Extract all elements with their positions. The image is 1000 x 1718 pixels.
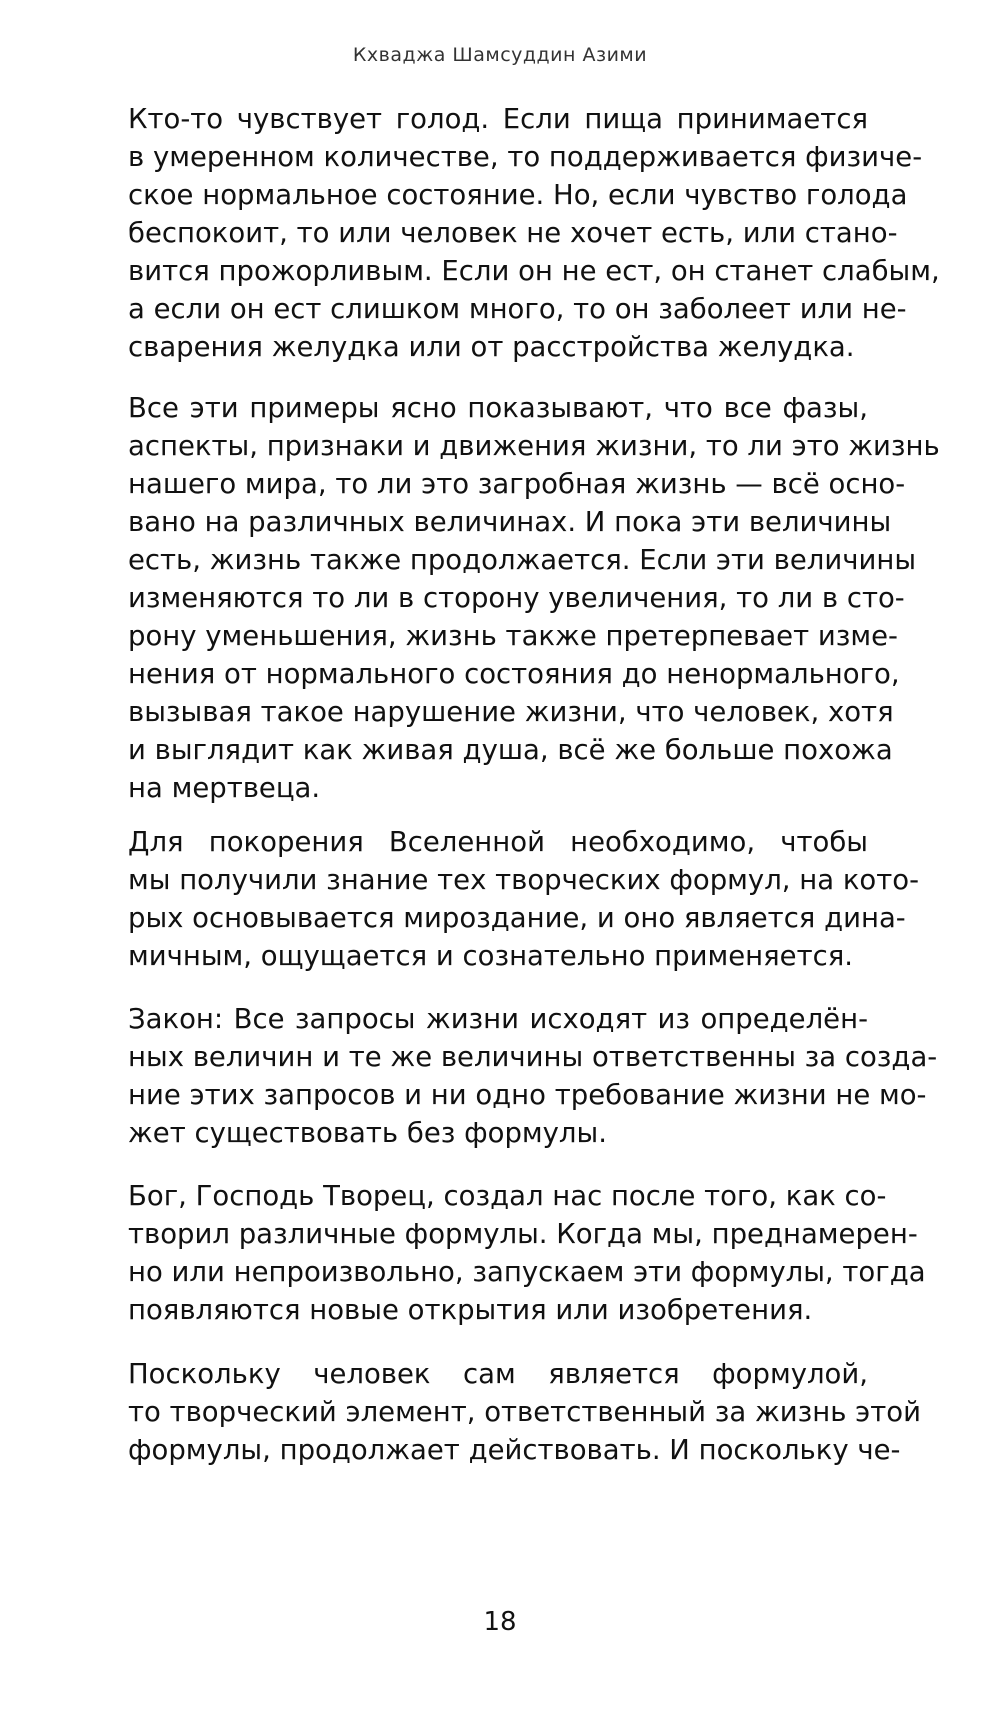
text-line: Все эти примеры ясно показывают, что все фазы, xyxy=(128,392,868,424)
text-line: но или непроизвольно, запускаем эти формулы, тогда xyxy=(128,1256,926,1288)
paragraph-examples xyxy=(128,389,940,807)
text-line: мичным, ощущается и сознательно применяется. xyxy=(128,940,854,972)
text-line: сварения желудка или от расстройства желудка. xyxy=(128,331,855,363)
paragraph-universe xyxy=(128,823,920,975)
text-line: рону уменьшения, жизнь также претерпевает изме- xyxy=(128,620,898,652)
page-number: 18 xyxy=(483,1607,517,1637)
text-line: творил различные формулы. Когда мы, преднамерен- xyxy=(128,1218,918,1250)
text-line: формулы, продолжает действовать. И поскольку че- xyxy=(128,1434,901,1466)
text-line: Бог, Господь Творец, создал нас после того, как со- xyxy=(128,1180,887,1212)
text-line: нашего мира, то ли это загробная жизнь — всё осно- xyxy=(128,468,906,500)
text-line: на мертвеца. xyxy=(128,772,321,804)
text-line: вится прожорливым. Если он не ест, он станет слабым, xyxy=(128,255,940,287)
text-line: то творческий элемент, ответственный за жизнь этой xyxy=(128,1396,921,1428)
text-line: рых основывается мироздание, и оно является дина- xyxy=(128,902,906,934)
text-line: вано на различных величинах. И пока эти величины xyxy=(128,506,892,538)
text-line: вызывая такое нарушение жизни, что человек, хотя xyxy=(128,696,894,728)
text-line: Для покорения Вселенной необходимо, чтобы xyxy=(128,826,868,858)
text-line: мы получили знание тех творческих формул, на кото- xyxy=(128,864,920,896)
text-line: Поскольку человек сам является формулой, xyxy=(128,1358,868,1390)
text-line: Кто-то чувствует голод. Если пища принимается xyxy=(128,103,868,135)
text-line: аспекты, признаки и движения жизни, то ли это жизнь xyxy=(128,430,940,462)
paragraph-creator xyxy=(128,1177,926,1329)
text-line: появляются новые открытия или изобретения. xyxy=(128,1294,813,1326)
running-header: Кхваджа Шамсуддин Азими xyxy=(352,44,648,66)
text-line: ние этих запросов и ни одно требование жизни не мо- xyxy=(128,1079,927,1111)
paragraph-law xyxy=(128,1000,938,1152)
text-line: беспокоит, то или человек не хочет есть, или стано- xyxy=(128,217,898,249)
text-line: ское нормальное состояние. Но, если чувство голода xyxy=(128,179,908,211)
text-line: а если он ест слишком много, то он заболеет или не- xyxy=(128,293,907,325)
text-line: и выглядит как живая душа, всё же больше похожа xyxy=(128,734,893,766)
text-line: в умеренном количестве, то поддерживается физиче- xyxy=(128,141,923,173)
text-line: Закон: Все запросы жизни исходят из определён- xyxy=(128,1003,868,1035)
paragraph-hunger xyxy=(128,100,940,366)
text-line: изменяются то ли в сторону увеличения, то ли в сто- xyxy=(128,582,905,614)
text-line: ных величин и те же величины ответственны за созда- xyxy=(128,1041,938,1073)
text-line: есть, жизнь также продолжается. Если эти величины xyxy=(128,544,917,576)
text-line: жет существовать без формулы. xyxy=(128,1117,607,1149)
text-line: нения от нормального состояния до ненормального, xyxy=(128,658,900,690)
paragraph-formula xyxy=(128,1355,921,1469)
